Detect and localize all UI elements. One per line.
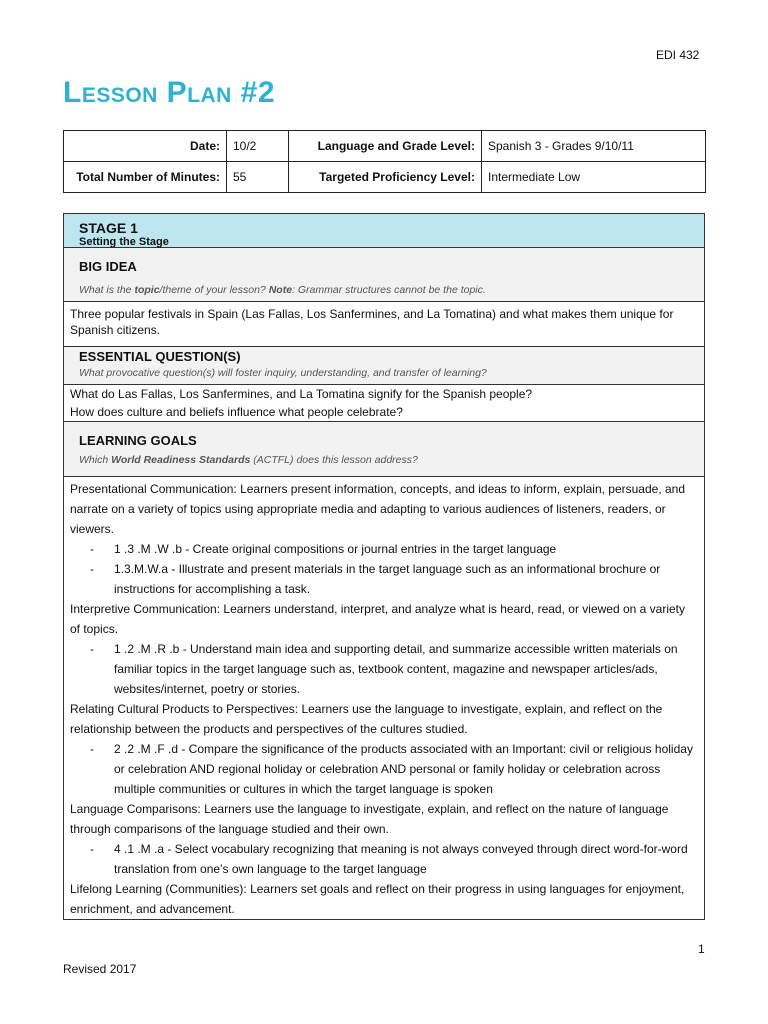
stage-title: STAGE 1: [79, 220, 138, 236]
minutes-value: 55: [227, 162, 289, 193]
list-item: - 1.3.M.W.a - Illustrate and present materials in the target language such as an informational brochure or instructions for accomplishing a task.: [90, 562, 661, 596]
presentational-communication: Presentational Communication: Learners present information, concepts, and ideas to inform, explain, persuade, and narrate on a variety of topics using appropriate media and adapting to various audiences of listeners, readers, or viewers.: [70, 482, 686, 536]
stage-subtitle: Setting the Stage: [79, 236, 169, 248]
relating-cultural-products: Relating Cultural Products to Perspectives: Learners use the language to investigate, explain, and reflect on the relationship between the products and perspectives of the cultures studied.: [70, 702, 663, 736]
learning-goals-header: [64, 422, 704, 477]
stage-1-box: [63, 213, 705, 920]
essential-questions-prompt: What provocative question(s) will foster inquiry, understanding, and transfer of learning?: [79, 367, 487, 379]
learning-goals-content: [64, 477, 704, 919]
date-value: 10/2: [227, 131, 289, 162]
proficiency-value: Intermediate Low: [482, 162, 706, 193]
big-idea-title: BIG IDEA: [79, 259, 137, 274]
course-code: EDI 432: [656, 48, 700, 62]
learning-goals-title: LEARNING GOALS: [79, 433, 197, 448]
language-grade-value: Spanish 3 - Grades 9/10/11: [482, 131, 706, 162]
essential-question-1: What do Las Fallas, Los Sanfermines, and La Tomatina signify for the Spanish people?: [70, 387, 533, 401]
list-item: - 1 .3 .M .W .b - Create original compositions or journal entries in the target language: [90, 542, 557, 556]
big-idea-answer: Three popular festivals in Spain (Las Fallas, Los Sanfermines, and La Tomatina) and what makes them unique for Spanish citizens.: [64, 302, 704, 347]
stage-header: [64, 214, 704, 248]
revised-note: Revised 2017: [63, 962, 137, 976]
lesson-info-table: [63, 130, 706, 193]
essential-questions-answer: [64, 385, 704, 422]
info-row-date: [64, 131, 706, 162]
minutes-label: Total Number of Minutes:: [64, 162, 227, 193]
interpretive-communication: Interpretive Communication: Learners understand, interpret, and analyze what is heard, read, or viewed on a variety of topics.: [70, 602, 685, 636]
big-idea-prompt-topic: topic: [134, 284, 160, 296]
learning-goals-prompt-standards: World Readiness Standards: [111, 454, 251, 466]
essential-question-2: How does culture and beliefs influence what people celebrate?: [70, 405, 403, 419]
list-item: - 2 .2 .M .F .d - Compare the significance of the products associated with an Important: civil or religious holiday or celebration AND regional holiday or celebration AND personal or family holiday or celebration across multiple communities or cultures in which the target language is spoken: [90, 742, 693, 796]
info-row-minutes: [64, 162, 706, 193]
learning-goals-prompt: Which World Readiness Standards (ACTFL) does this lesson address?: [79, 454, 418, 466]
language-grade-label: Language and Grade Level:: [289, 131, 482, 162]
big-idea-header: [64, 248, 704, 302]
page-number: 1: [698, 942, 705, 956]
date-label: Date:: [64, 131, 227, 162]
essential-questions-title: ESSENTIAL QUESTION(S): [79, 349, 241, 364]
page-title: Lesson Plan #2: [63, 76, 276, 109]
big-idea-prompt: What is the topic/theme of your lesson? Note: Grammar structures cannot be the topic.: [79, 284, 486, 296]
essential-questions-header: [64, 347, 704, 385]
lifelong-learning: Lifelong Learning (Communities): Learners set goals and reflect on their progress in using languages for enjoyment, enrichment, and advancement.: [70, 882, 685, 916]
proficiency-label: Targeted Proficiency Level:: [289, 162, 482, 193]
list-item: - 1 .2 .M .R .b - Understand main idea and supporting detail, and summarize accessible written materials on familiar topics in the target language such as, textbook content, magazine and newspaper articles/ads, websites/internet, poetry or stories.: [90, 642, 678, 696]
language-comparisons: Language Comparisons: Learners use the language to investigate, explain, and reflect on the nature of language through comparisons of the language studied and their own.: [70, 802, 669, 836]
list-item: - 4 .1 .M .a - Select vocabulary recognizing that meaning is not always conveyed through direct word-for-word translation from one’s own language to the target language: [90, 842, 688, 876]
big-idea-prompt-note: Note: [268, 284, 293, 296]
